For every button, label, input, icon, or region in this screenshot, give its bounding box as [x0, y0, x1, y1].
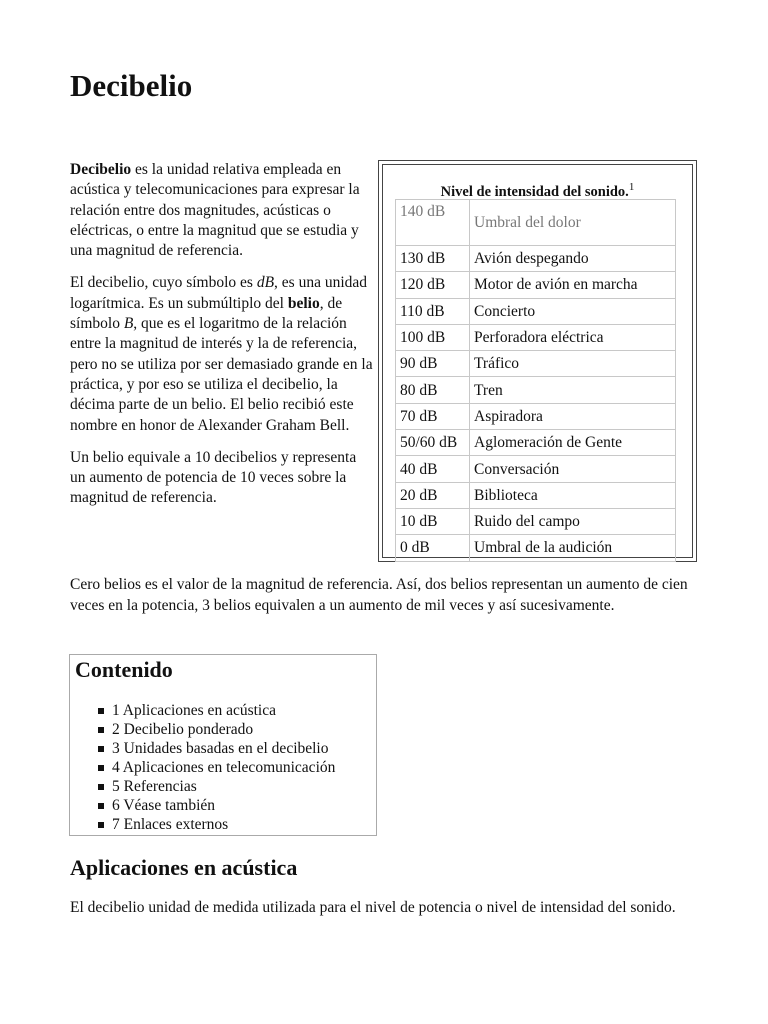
table-row — [396, 351, 676, 377]
table-row — [396, 272, 676, 298]
toc-item-label: 3 Unidades basadas en el decibelio — [112, 740, 329, 757]
level-cell: 70 dB — [396, 403, 470, 429]
intro-p1-text: es la unidad relativa empleada en acústica y telecomunicaciones para expresar la relación entre dos magnitudes, acústicas o eléctricas, o entre la magnitud que se estudia y una magnitud de referencia. — [70, 161, 360, 260]
toc-item[interactable] — [96, 796, 335, 815]
intro-p2-text-d: , que es el logaritmo de la relación entre la magnitud de interés y la de referencia, pero no se utiliza por ser demasiado grande en la práctica, y por eso se utiliza el decibelio, la décima parte de un belio. El belio recibió este nombre en honor de Alexander Graham Bell. — [70, 315, 373, 434]
table-row — [396, 508, 676, 534]
level-cell: 120 dB — [396, 272, 470, 298]
toc-item-label: 5 Referencias — [112, 778, 197, 795]
intro-p2-text-c: , de símbolo — [70, 294, 343, 333]
toc-item[interactable] — [96, 815, 335, 834]
caption-reference[interactable]: 1 — [628, 181, 635, 193]
table-row — [396, 298, 676, 324]
table-row — [396, 200, 676, 246]
toc-item[interactable] — [96, 777, 335, 796]
table-row — [396, 377, 676, 403]
source-cell: Ruido del campo — [470, 508, 676, 534]
square-bullet-icon — [98, 727, 104, 733]
table-row — [396, 246, 676, 272]
toc-item[interactable] — [96, 701, 335, 720]
section-title: Aplicaciones en acústica — [70, 855, 298, 880]
table-row — [396, 430, 676, 456]
toc-item-label: 2 Decibelio ponderado — [112, 721, 254, 738]
belios-paragraph: Cero belios es el valor de la magnitud de referencia. Así, dos belios representan un aumento de cien veces en la potencia, 3 belios equivalen a un aumento de mil veces y así sucesivamente. — [70, 576, 688, 614]
sound-level-table — [395, 199, 676, 562]
toc-item[interactable] — [96, 739, 335, 758]
toc-title: Contenido — [75, 657, 173, 682]
level-cell: 20 dB — [396, 482, 470, 508]
term-belio: belio — [287, 294, 320, 312]
source-cell: Avión despegando — [470, 246, 676, 272]
table-row — [396, 535, 676, 561]
toc-item-label: 7 Enlaces externos — [112, 816, 229, 833]
intro-p2-text-b: , es una unidad logarítmica. Es un submúltiplo del — [70, 274, 368, 312]
level-cell: 100 dB — [396, 324, 470, 350]
square-bullet-icon — [98, 784, 104, 790]
toc-item[interactable] — [96, 720, 335, 739]
intro-p2-text-a: El decibelio, cuyo símbolo es — [70, 274, 257, 292]
level-cell: 80 dB — [396, 377, 470, 403]
intro-paragraph-1 — [70, 160, 375, 261]
toc-list — [96, 701, 335, 834]
page-title: Decibelio — [70, 68, 193, 103]
level-cell: 90 dB — [396, 351, 470, 377]
term-decibelio: Decibelio — [70, 161, 132, 178]
toc-item[interactable] — [96, 758, 335, 777]
table-caption — [379, 181, 696, 201]
source-cell: Umbral del dolor — [470, 200, 676, 246]
table-row — [396, 456, 676, 482]
source-cell: Aglomeración de Gente — [470, 430, 676, 456]
symbol-b: B — [123, 315, 134, 333]
square-bullet-icon — [98, 765, 104, 771]
source-cell: Biblioteca — [470, 482, 676, 508]
level-cell: 130 dB — [396, 246, 470, 272]
intro-paragraph-2 — [70, 273, 375, 435]
toc-item-label: 6 Véase también — [112, 797, 216, 814]
source-cell: Concierto — [470, 298, 676, 324]
level-cell: 140 dB — [396, 200, 470, 246]
source-cell: Tren — [470, 377, 676, 403]
table-caption-text: Nivel de intensidad del sonido. — [440, 183, 629, 200]
source-cell: Conversación — [470, 456, 676, 482]
source-cell: Tráfico — [470, 351, 676, 377]
toc-item-label: 4 Aplicaciones en telecomunicación — [112, 759, 336, 776]
source-cell: Motor de avión en marcha — [470, 272, 676, 298]
level-cell: 0 dB — [396, 535, 470, 561]
table-row — [396, 324, 676, 350]
level-cell: 50/60 dB — [396, 430, 470, 456]
level-cell: 110 dB — [396, 298, 470, 324]
square-bullet-icon — [98, 803, 104, 809]
intro-paragraph-3: Un belio equivale a 10 decibelios y representa un aumento de potencia de 10 veces sobre la magnitud de referencia. — [70, 448, 357, 507]
toc-item-label: 1 Aplicaciones en acústica — [112, 702, 276, 719]
intro-text — [70, 160, 375, 521]
level-cell: 10 dB — [396, 508, 470, 534]
square-bullet-icon — [98, 708, 104, 714]
table-of-contents — [69, 654, 377, 836]
source-cell: Perforadora eléctrica — [470, 324, 676, 350]
square-bullet-icon — [98, 822, 104, 828]
symbol-db: dB — [256, 274, 275, 292]
source-cell: Aspiradora — [470, 403, 676, 429]
source-cell: Umbral de la audición — [470, 535, 676, 561]
section-text: El decibelio unidad de medida utilizada para el nivel de potencia o nivel de intensidad del sonido. — [70, 899, 676, 916]
table-row — [396, 403, 676, 429]
level-cell: 40 dB — [396, 456, 470, 482]
table-row — [396, 482, 676, 508]
square-bullet-icon — [98, 746, 104, 752]
